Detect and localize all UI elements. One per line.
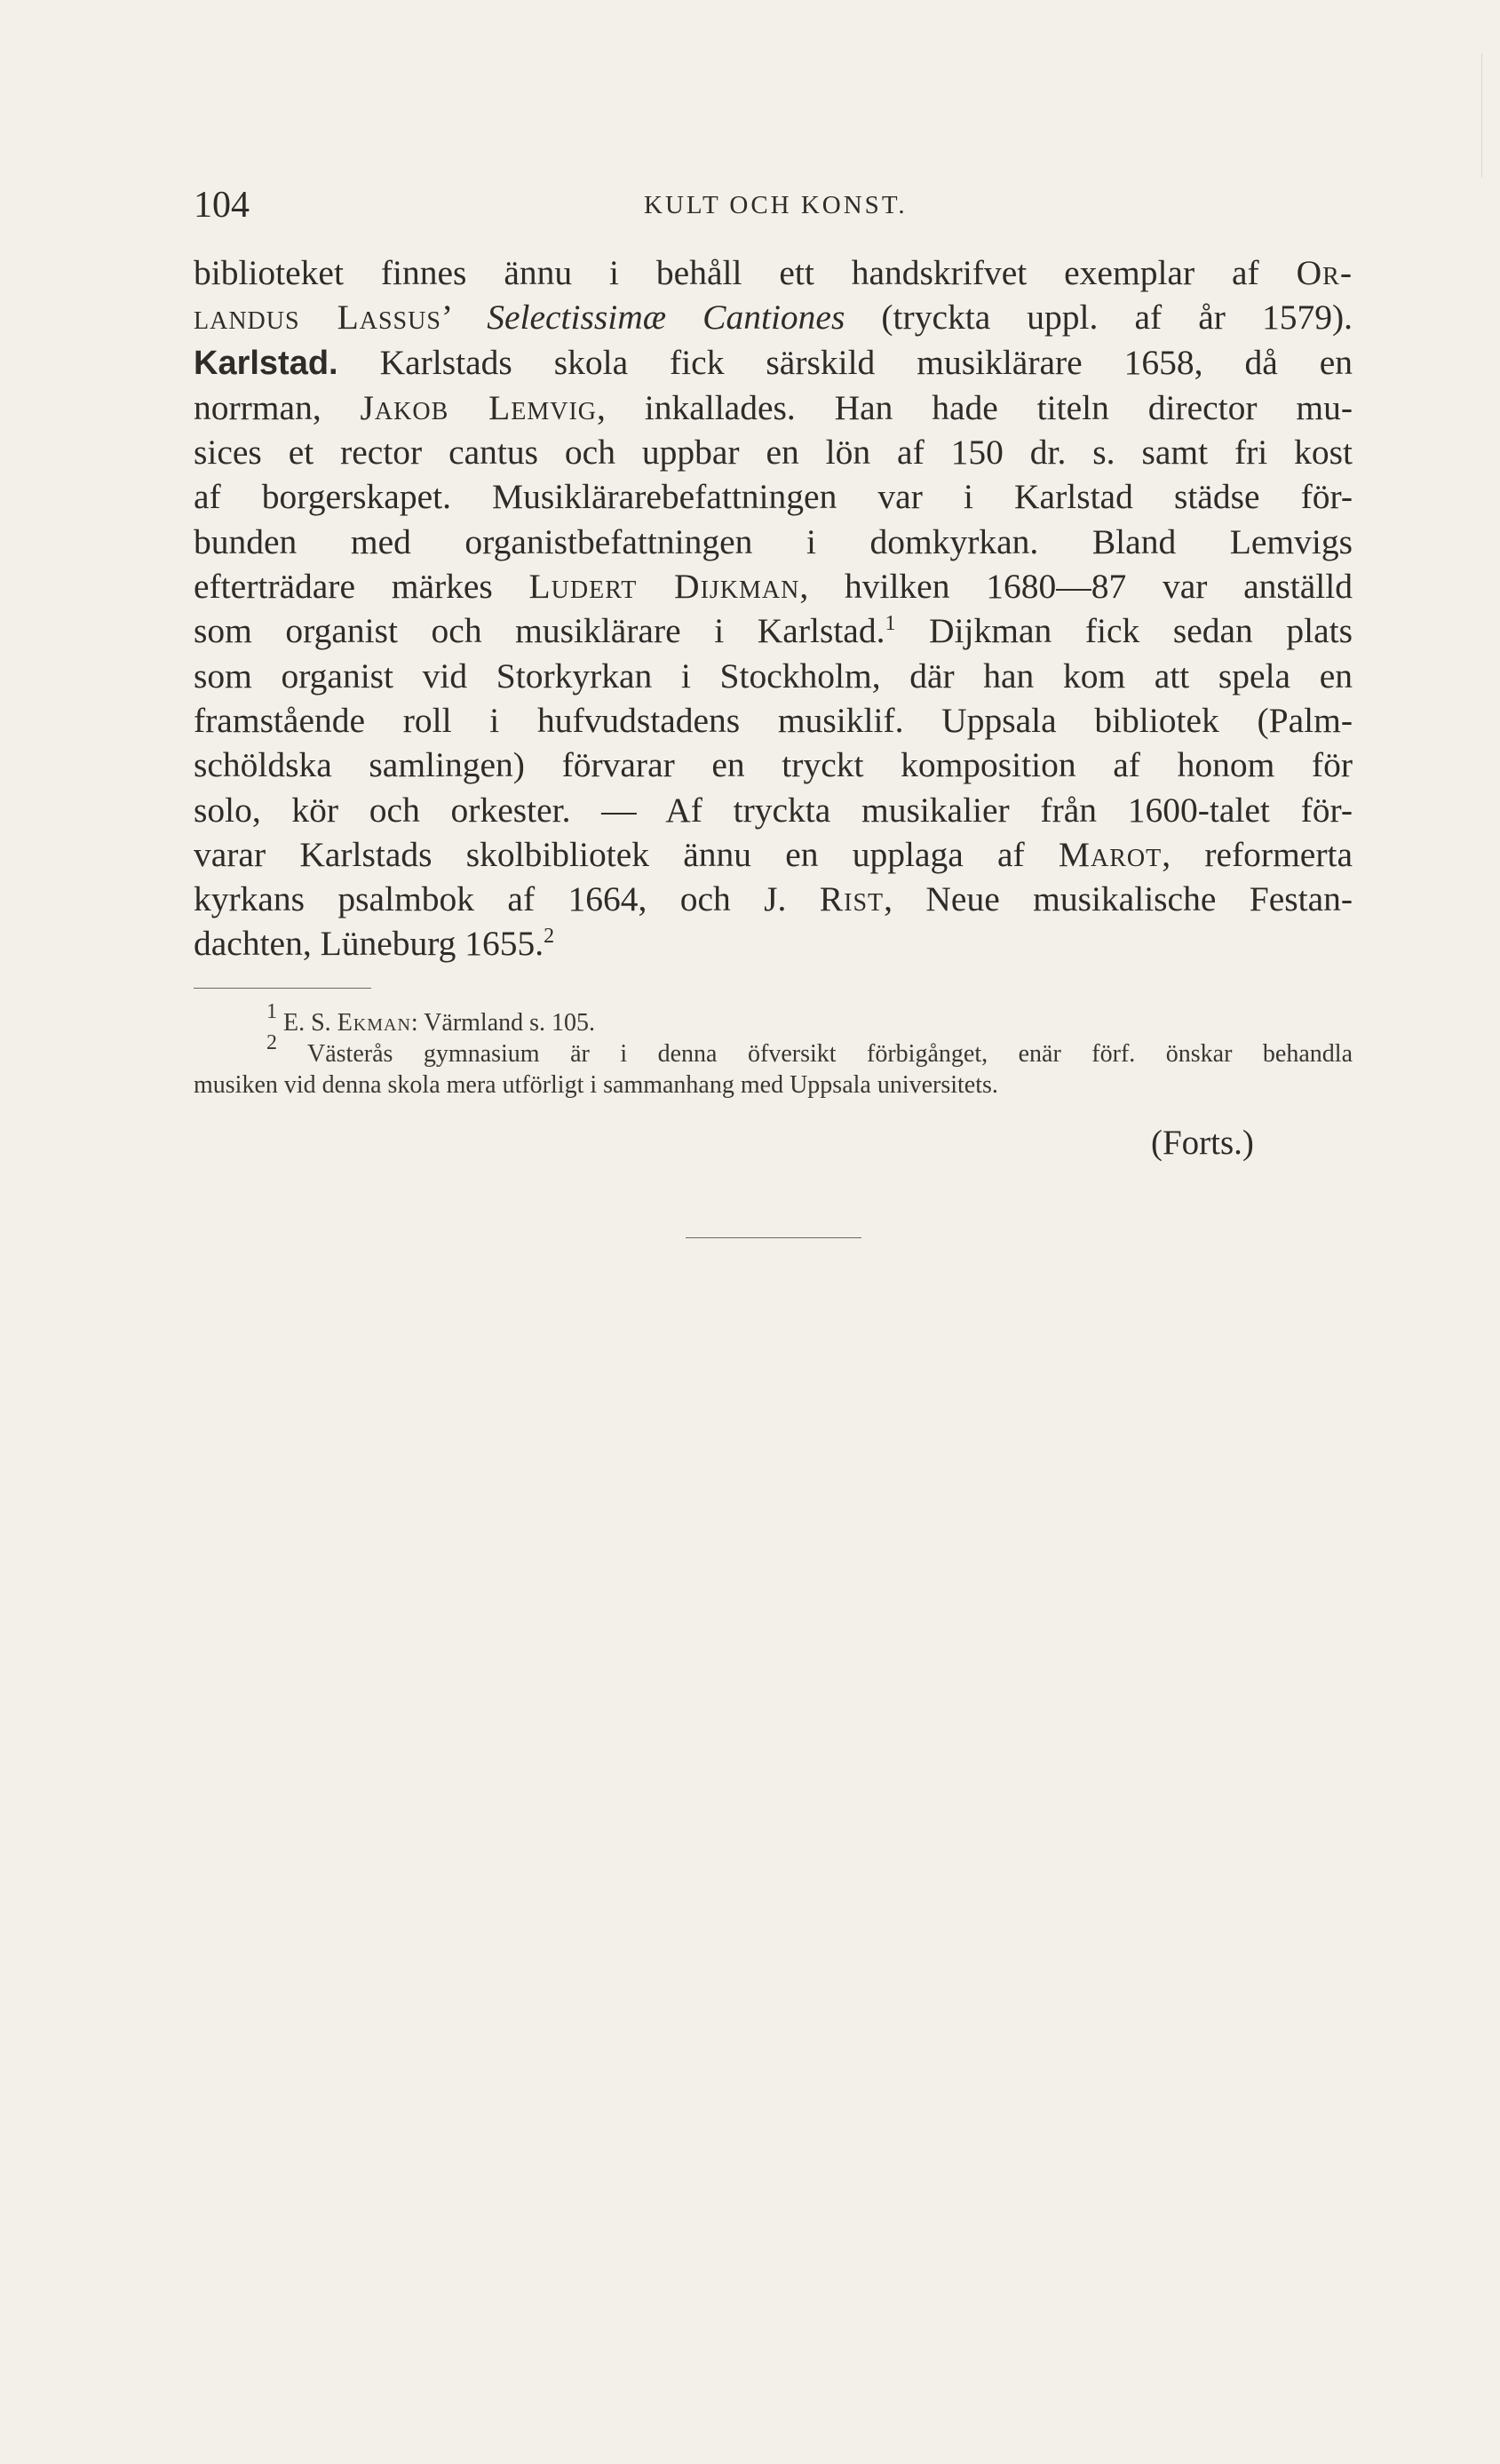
name-orlandus: Or- [1296,253,1353,292]
text-run: norrman, [194,387,361,427]
text-run: som organist och musiklärare i Karlstad. [194,611,885,651]
footnote-2-continuation: musiken vid denna skola mera utförligt i sammanhang med Uppsala universitets. [194,1071,998,1099]
text-run: dachten, Lüneburg 1655. [194,924,544,964]
text-line [194,921,1353,966]
name-lassus: landus Lassus [194,298,441,338]
text-run: ’ [440,298,488,338]
text-line: schöldska samlingen) förvarar en tryckt komposition af honom för [194,745,1353,785]
name-ludert-dijkman: Ludert Dijkman [528,567,800,607]
footnotes [194,1000,1353,1101]
body-paragraph [194,250,1353,966]
text-line: solo, kör och orkester. — Af tryckta musikalier från 1600-talet för- [194,790,1353,830]
footnote-marker: 2 [266,1031,277,1054]
text-line [194,564,1353,608]
section-heading-karlstad: Karlstad. [194,344,338,382]
footnote-1 [194,1000,1353,1038]
text-line [194,832,1353,877]
footnote-2 [194,1031,1353,1069]
name-ekman: Ekman [337,1009,411,1037]
text-line [194,385,1353,430]
text-run: , hvilken 1680—87 var anställd [799,567,1353,607]
text-run: Karlstads skola fick särskild musiklärare 1658, då en [337,342,1353,382]
text-line [194,250,1353,295]
text-run: biblioteket finnes ännu i behåll ett handskrifvet exemplar af [194,253,1297,292]
page-edge-mark [1481,53,1500,178]
end-rule [686,1237,861,1238]
text-run: (tryckta uppl. af år 1579). [845,298,1353,338]
footnote-ref-1[interactable]: 1 [885,612,896,636]
running-title: KULT OCH KONST. [644,191,908,219]
text-line [194,295,1353,339]
text-line: framstående roll i hufvudstadens musiklif. Uppsala bibliotek (Palm- [194,700,1353,740]
footnote-ref-2[interactable]: 2 [544,925,555,949]
name-rist: Rist [819,879,885,919]
text-line [194,340,1353,385]
text-line: sices et rector cantus och uppbar en lön af 150 dr. s. samt fri kost [194,433,1353,473]
footnote-marker: 1 [266,1000,277,1023]
text-line: af borgerskapet. Musiklärarebefattningen var i Karlstad städse för- [194,477,1353,517]
text-run: Västerås gymnasium är i denna öfversikt förbigånget, enär förf. önskar behandla [277,1040,1353,1068]
text-run: , reformerta [1162,834,1353,874]
name-marot: Marot [1058,834,1163,874]
text-run: : Värmland s. 105. [410,1009,596,1037]
page-number: 104 [194,185,250,226]
text-run: , inkallades. Han hade titeln director mu- [597,387,1353,427]
work-title: Selectissimæ Cantiones [487,298,845,338]
footnote-separator [194,988,371,989]
text-run: E. S. [277,1009,337,1037]
text-run: kyrkans psalmbok af 1664, och J. [194,879,820,919]
text-line [194,877,1353,921]
text-run: Dijkman fick sedan plats [895,611,1353,651]
text-run: efterträdare märkes [194,567,529,607]
text-run: varar Karlstads skolbibliotek ännu en upplaga af [194,834,1059,874]
name-jakob-lemvig: Jakob Lemvig [360,387,597,427]
continued-marker: (Forts.) [1151,1124,1254,1162]
text-line: som organist vid Storkyrkan i Stockholm, där han kom att spela en [194,656,1353,695]
page-header [194,184,1342,227]
text-run: , Neue musikalische Festan- [884,879,1353,919]
text-line [194,608,1353,653]
text-line: bunden med organistbefattningen i domkyrkan. Bland Lemvigs [194,521,1353,561]
